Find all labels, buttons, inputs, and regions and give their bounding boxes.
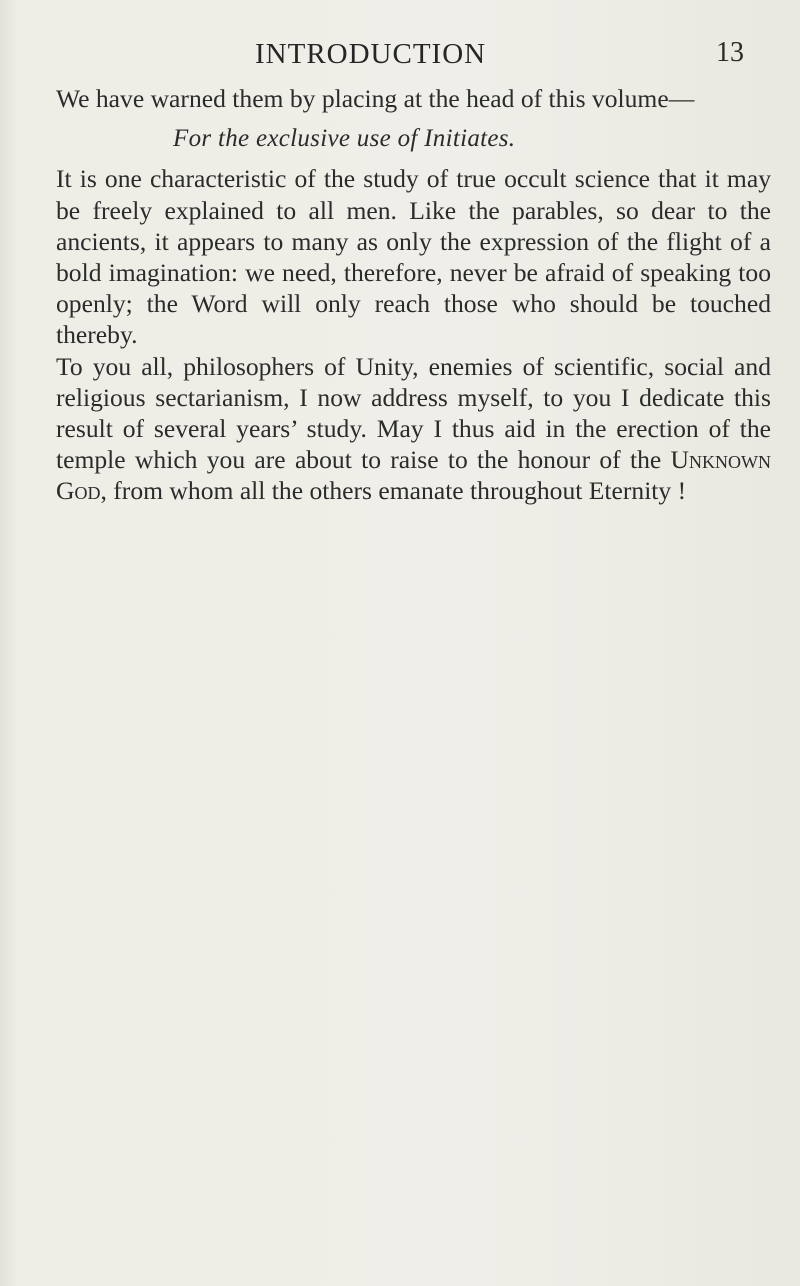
paragraph-occult-science: It is one characteristic of the study of true occult science that it may be freely explained to all men. Like the parables, so dear to the ancients, it appears to many as only the expression of the flight of a bold imagination: we need, therefore, never be afraid of speaking too openly; the Word will only reach those who should be touched thereby. [56,164,771,350]
paragraph-address [56,351,771,507]
page-header [0,38,800,82]
address-text-end: , from whom all the others emanate throughout Eternity ! [100,476,687,506]
address-text-start: To you all, philosophers of Unity, enemies of scientific, social and religious sectarianism, I now address myself, to you I dedicate this result of several years’ study. May I thus aid in the erection of the temple which you are about to raise to the honour of the [56,351,771,475]
page-number: 13 [716,37,744,68]
dedication-line: For the exclusive use of Initiates. [173,125,516,153]
unknown-god-text: Unknown God [56,445,771,506]
paragraph-warning: We have warned them by placing at the head of this volume— [56,84,695,113]
running-title: INTRODUCTION [255,38,487,70]
body-text [56,83,771,507]
